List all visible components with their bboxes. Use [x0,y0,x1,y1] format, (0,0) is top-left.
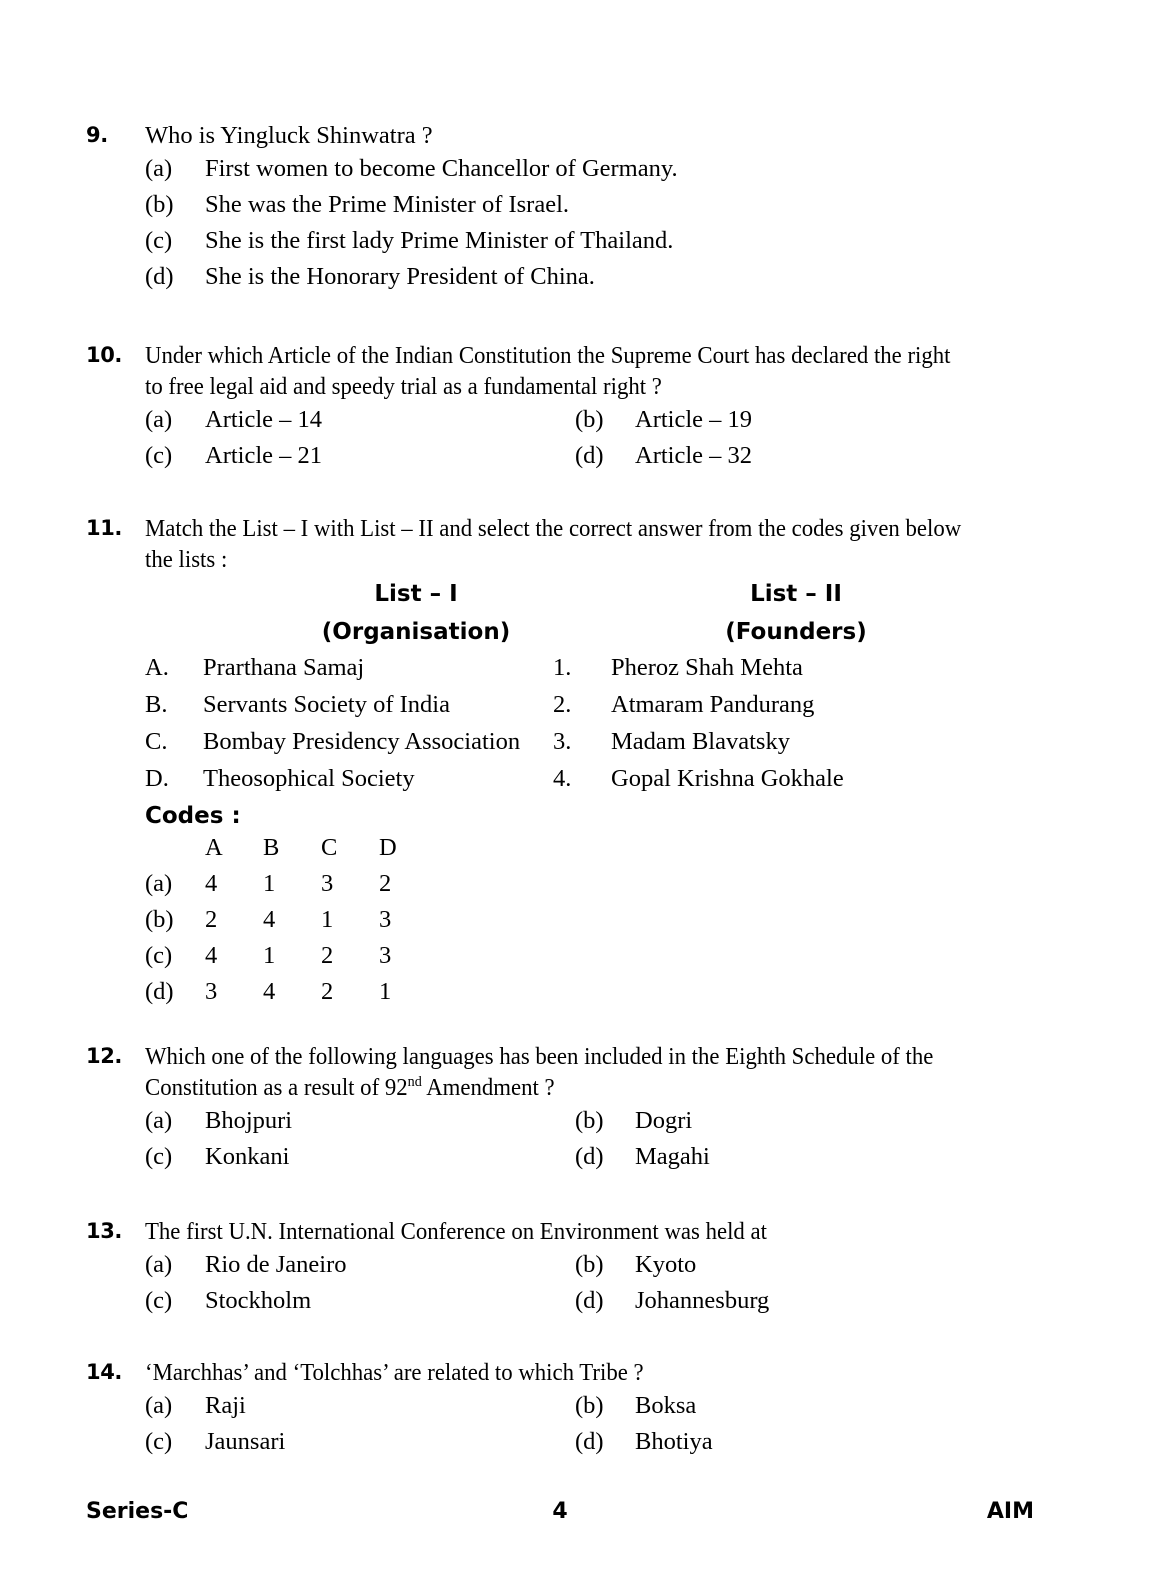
question-text: The first U.N. International Conference on Environment was held at [145,1218,767,1245]
option-text: Boksa [635,1392,697,1419]
option-row [86,1286,1034,1322]
option-a[interactable] [145,1106,292,1136]
question-block-13 [86,1216,1034,1322]
option-label: (b) [145,191,174,218]
options-list [86,154,1034,298]
option-c[interactable] [145,1427,285,1457]
option-row [86,405,1034,441]
match-row [86,688,1034,725]
codes-cell: 4 [263,978,276,1005]
codes-cell: 4 [263,906,276,933]
option-text: She is the Honorary President of China. [205,263,595,290]
list-2-item [553,725,790,758]
question-text [145,1041,972,1103]
question-number: 9. [86,123,108,147]
item-key: 1. [553,654,572,681]
option-text: Article – 14 [205,406,323,433]
option-b[interactable] [575,405,752,435]
question-text: ‘Marchhas’ and ‘Tolchhas’ are related to which Tribe ? [145,1359,644,1386]
option-text: First women to become Chancellor of Germany. [205,155,678,182]
option-label: (a) [145,1392,173,1419]
option-text: Jaunsari [205,1428,286,1455]
options-list [86,1106,1034,1178]
question-heading [86,513,1034,575]
option-row [86,441,1034,477]
option-text: Magahi [635,1143,710,1170]
codes-table [145,833,437,1013]
question-block-11 [86,513,1034,1013]
list-1-title: List – I [374,581,458,607]
question-heading [86,1041,1034,1103]
item-text: Madam Blavatsky [611,728,790,755]
question-text: Who is Yingluck Shinwatra ? [145,122,433,149]
question-heading [86,1357,1034,1388]
item-text: Bombay Presidency Association [203,728,521,755]
options-list [86,405,1034,477]
codes-header-row [145,833,437,869]
question-block-10 [86,340,1034,477]
question-number: 12. [86,1044,123,1068]
option-row [86,1106,1034,1142]
option-text: She is the first lady Prime Minister of Thailand. [205,227,674,254]
option-a[interactable] [145,405,322,435]
codes-cell: 1 [321,906,334,933]
codes-row[interactable] [145,977,437,1013]
question-number: 11. [86,516,123,540]
option-c[interactable] [145,441,322,471]
option-row [86,190,1034,226]
item-key: D. [145,765,169,792]
option-label: (b) [575,1251,604,1278]
codes-cell: 3 [321,870,334,897]
question-block-9 [86,120,1034,298]
option-a[interactable] [145,1391,246,1421]
codes-row-label: (b) [145,906,174,933]
option-d[interactable] [575,1427,713,1457]
codes-row-label: (a) [145,870,173,897]
question-number: 14. [86,1360,123,1384]
option-d[interactable] [575,1142,710,1172]
option-label: (a) [145,155,173,182]
option-b[interactable] [575,1391,696,1421]
match-row [86,725,1034,762]
series-label: Series-C [86,1499,189,1524]
ordinal-suffix: nd [407,1072,422,1090]
options-list [86,1250,1034,1322]
codes-col-d: D [379,834,397,861]
option-text: Raji [205,1392,246,1419]
option-label: (c) [145,1287,173,1314]
codes-cell: 2 [321,942,334,969]
option-b[interactable] [145,190,1093,220]
option-label: (a) [145,1107,173,1134]
item-key: 2. [553,691,572,718]
option-row [86,1250,1034,1286]
option-text: Article – 32 [635,442,753,469]
codes-cell: 1 [263,942,276,969]
list-2-item [553,762,844,795]
codes-cell: 1 [263,870,276,897]
question-number: 10. [86,343,123,367]
list-1-subtitle: (Organisation) [321,619,511,645]
option-c[interactable] [145,226,1093,256]
item-text: Gopal Krishna Gokhale [611,765,844,792]
list-2-item [553,688,814,721]
option-label: (c) [145,227,173,254]
codes-cell: 2 [205,906,218,933]
option-a[interactable] [145,1250,347,1280]
codes-cell: 2 [379,870,392,897]
item-text: Servants Society of India [203,691,450,718]
question-heading [86,340,1034,402]
codes-corner [145,833,205,869]
question-text: Match the List – I with List – II and select the correct answer from the codes given below the lists : [145,515,962,573]
option-text: Article – 19 [635,406,753,433]
option-d[interactable] [145,262,1093,292]
list-2-title: List – II [750,581,842,607]
list-1-item [145,762,415,795]
question-block-14 [86,1357,1034,1463]
option-b[interactable] [575,1106,692,1136]
paper-code: AIM [986,1499,1034,1524]
option-text: Dogri [635,1107,693,1134]
option-label: (c) [145,1428,173,1455]
item-key: C. [145,728,168,755]
option-label: (c) [145,1143,173,1170]
codes-cell: 4 [205,942,218,969]
page-number: 4 [552,1499,568,1524]
question-heading [86,1216,1034,1247]
item-text: Pheroz Shah Mehta [611,654,803,681]
option-a[interactable] [145,154,1093,184]
list-1-item [145,688,450,721]
option-text: Johannesburg [635,1287,770,1314]
question-text-part2: Amendment ? [421,1074,555,1101]
match-table-body [86,651,1034,799]
option-text: Bhotiya [635,1428,713,1455]
item-text: Prarthana Samaj [203,654,365,681]
item-text: Atmaram Pandurang [611,691,815,718]
codes-cell: 3 [205,978,218,1005]
codes-cell: 3 [379,942,392,969]
list-2-item [553,651,803,684]
option-row [86,1427,1034,1463]
item-text: Theosophical Society [203,765,415,792]
codes-row[interactable] [145,869,437,905]
option-row [86,226,1034,262]
option-d[interactable] [575,1286,769,1316]
question-number: 13. [86,1219,123,1243]
option-label: (b) [575,1392,604,1419]
codes-cell: 1 [379,978,392,1005]
item-key: 4. [553,765,572,792]
match-table-headers [86,575,1034,651]
option-text: Konkani [205,1143,290,1170]
codes-col-c: C [321,834,338,861]
list-2-subtitle: (Founders) [725,619,867,645]
codes-col-a: A [205,834,223,861]
option-label: (d) [575,442,604,469]
item-key: 3. [553,728,572,755]
item-key: B. [145,691,168,718]
option-label: (c) [145,442,173,469]
item-key: A. [145,654,169,681]
codes-cell: 3 [379,906,392,933]
option-label: (d) [575,1143,604,1170]
option-text: Bhojpuri [205,1107,293,1134]
option-row [86,1391,1034,1427]
option-text: She was the Prime Minister of Israel. [205,191,570,218]
page-footer [86,1497,1034,1531]
option-row [86,1142,1034,1178]
option-text: Kyoto [635,1251,697,1278]
question-heading [86,120,1034,151]
option-row [86,262,1034,298]
question-text-part1: Which one of the following languages has been included in the Eighth Schedule of the Constitution as a result of 92 [145,1043,934,1101]
option-label: (b) [575,406,604,433]
option-text: Stockholm [205,1287,312,1314]
codes-row[interactable] [145,905,437,941]
list-1-item [145,651,364,684]
option-label: (d) [145,263,174,290]
option-text: Rio de Janeiro [205,1251,347,1278]
codes-row-label: (c) [145,942,173,969]
option-text: Article – 21 [205,442,323,469]
match-row [86,762,1034,799]
option-label: (a) [145,406,173,433]
option-label: (b) [575,1107,604,1134]
match-row [86,651,1034,688]
option-d[interactable] [575,441,752,471]
option-c[interactable] [145,1286,311,1316]
codes-label: Codes : [145,803,241,829]
codes-cell: 4 [205,870,218,897]
codes-col-b: B [263,834,280,861]
question-text: Under which Article of the Indian Constitution the Supreme Court has declared the right to free legal aid and speedy trial as a fundamental right ? [145,342,951,400]
option-label: (d) [575,1287,604,1314]
list-1-item [145,725,520,758]
codes-row-label: (d) [145,978,174,1005]
option-label: (a) [145,1251,173,1278]
question-block-12 [86,1041,1034,1178]
codes-cell: 2 [321,978,334,1005]
option-b[interactable] [575,1250,696,1280]
option-label: (d) [575,1428,604,1455]
options-list [86,1391,1034,1463]
option-row [86,154,1034,190]
codes-row[interactable] [145,941,437,977]
option-c[interactable] [145,1142,289,1172]
